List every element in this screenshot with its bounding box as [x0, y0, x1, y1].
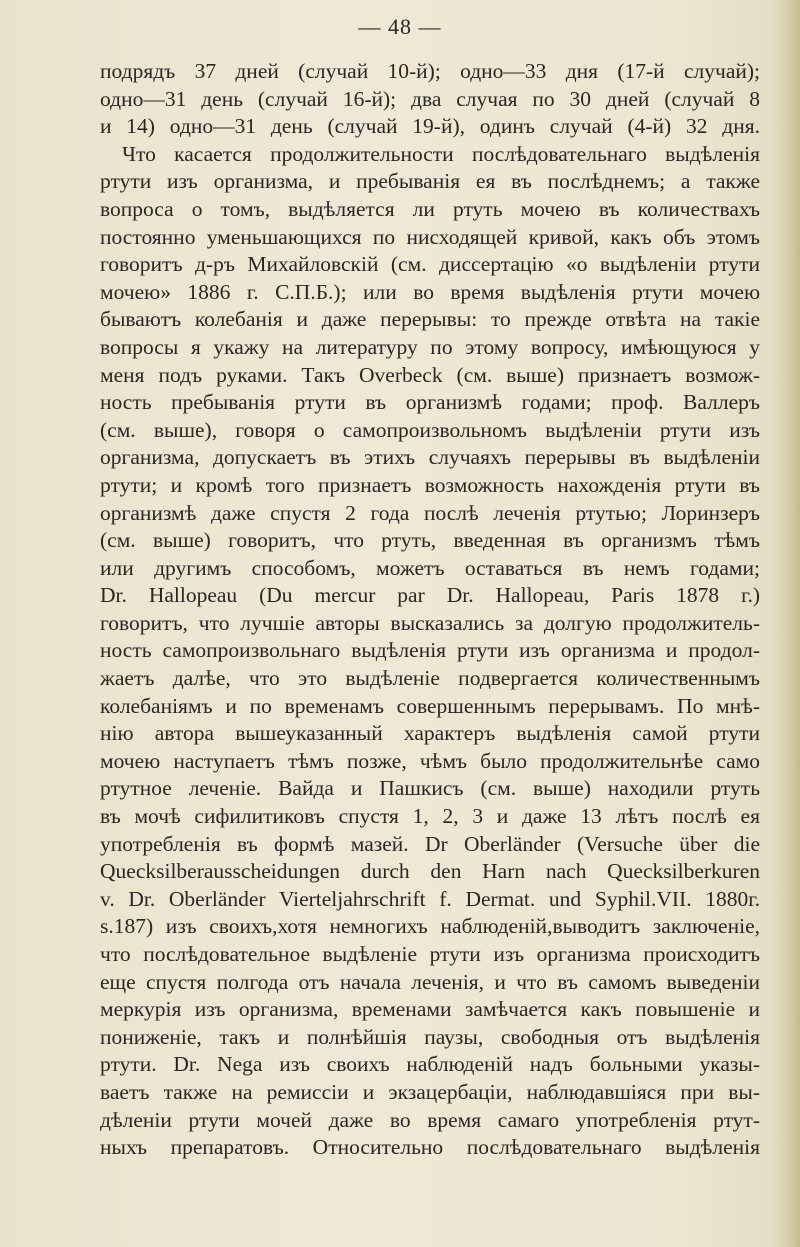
- text-line: s.187) изъ своихъ,хотя немногихъ наблюденій,выводитъ заключеніе,: [100, 914, 760, 939]
- text-line: ртути; и кромѣ того признаетъ возможность нахожденія ртути въ: [100, 472, 760, 497]
- text-line: говоритъ, что лучшіе авторы высказались за долгую продолжитель-: [100, 610, 760, 635]
- text-line: ность самопроизвольнаго выдѣленія ртути изъ организма и продол-: [100, 638, 760, 663]
- text-line: постоянно уменьшающихся по нисходящей кривой, какъ объ этомъ: [100, 224, 760, 249]
- text-line: Quecksilberaussсheidungen durch den Harn nach Quecksilberkuren: [100, 859, 760, 884]
- page-number: — 48 —: [358, 14, 442, 39]
- text-line: ртутное леченіе. Вайда и Пашкисъ (см. выше) находили ртуть: [100, 776, 760, 801]
- text-line: меня подъ руками. Такъ Overbeck (см. выше) признаетъ возмож-: [100, 362, 760, 387]
- text-line: мочею» 1886 г. С.П.Б.); или во время выдѣленія ртути мочею: [100, 279, 760, 304]
- page-edge-shadow: [772, 0, 800, 1247]
- text-line: ваетъ также на ремиссіи и экзацербаціи, наблюдавшіяся при вы-: [100, 1079, 760, 1104]
- text-line: вопросы я укажу на литературу по этому вопросу, имѣющуюся у: [100, 334, 760, 359]
- text-line: одно—31 день (случай 16-й); два случая по 30 дней (случай 8: [100, 86, 760, 111]
- text-line: въ мочѣ сифилитиковъ спустя 1, 2, 3 и даже 13 лѣтъ послѣ ея: [100, 804, 760, 829]
- text-line: Что касается продолжительности послѣдовательнаго выдѣленія: [122, 141, 760, 166]
- text-line: организмѣ даже спустя 2 года послѣ леченія ртутью; Лоринзеръ: [100, 500, 760, 525]
- text-line: пониженіе, такъ и полнѣйшія паузы, свободныя отъ выдѣленія: [100, 1024, 760, 1049]
- text-line: что послѣдовательное выдѣленіе ртути изъ организма происходитъ: [100, 942, 760, 966]
- text-line: или другимъ способомъ, можетъ оставаться въ немъ годами;: [100, 555, 760, 580]
- text-line: Dr. Hallopeau (Du mercur par Dr. Hallopeau, Paris 1878 г.): [100, 583, 760, 608]
- text-line: вопроса о томъ, выдѣляется ли ртуть мочею въ количествахъ: [100, 196, 760, 221]
- text-line: меркурія изъ организма, временами замѣчается какъ повышеніе и: [100, 997, 760, 1022]
- text-line: и 14) одно—31 день (случай 19-й), одинъ случай (4-й) 32 дня.: [100, 114, 760, 139]
- text-line: (см. выше), говоря о самопроизвольномъ выдѣленіи ртути изъ: [100, 417, 760, 442]
- text-line: нію автора вышеуказанный характеръ выдѣленія самой ртути: [100, 721, 760, 746]
- text-line: ныхъ препаратовъ. Относительно послѣдовательнаго выдѣленія: [100, 1135, 760, 1160]
- text-line: организма, допускаетъ въ этихъ случаяхъ перерывы въ выдѣленіи: [100, 445, 760, 470]
- text-line: еще спустя полгода отъ начала леченія, и что въ самомъ выведеніи: [100, 969, 760, 994]
- text-line: жаетъ далѣе, что это выдѣленіе подвергается количественнымъ: [100, 666, 760, 691]
- text-line: (см. выше) говоритъ, что ртуть, введенная въ организмъ тѣмъ: [100, 528, 760, 553]
- text-line: бываютъ колебанія и даже перерывы: то прежде отвѣта на такіе: [100, 307, 760, 332]
- text-line: мочею наступаетъ тѣмъ позже, чѣмъ было продолжительнѣе само: [100, 748, 760, 773]
- text-line: употребленія въ формѣ мазей. Dr Oberländer (Versuche über die: [100, 831, 760, 856]
- text-line: дѣленіи ртути мочей даже во время самаго употребленія ртут-: [100, 1107, 760, 1132]
- text-line: ртути изъ организма, и пребыванія ея въ послѣднемъ; а также: [100, 169, 760, 194]
- text-line: v. Dr. Oberländer Vierteljahrschrift f. Dermat. und Syphil.VII. 1880г.: [100, 886, 760, 911]
- body-text: [100, 58, 760, 1162]
- text-line: подрядъ 37 дней (случай 10-й); одно—33 дня (17-й случай);: [100, 59, 760, 83]
- text-line: ртути. Dr. Nega изъ своихъ наблюденій надъ больными указы-: [100, 1052, 760, 1077]
- text-line: говоритъ д-ръ Михайловскій (см. диссертацію «о выдѣленіи ртути: [100, 252, 760, 277]
- text-line: колебаніямъ и по временамъ совершеннымъ перерывамъ. По мнѣ-: [100, 693, 760, 718]
- text-line: ность пребыванія ртути въ организмѣ годами; проф. Валлеръ: [100, 390, 760, 415]
